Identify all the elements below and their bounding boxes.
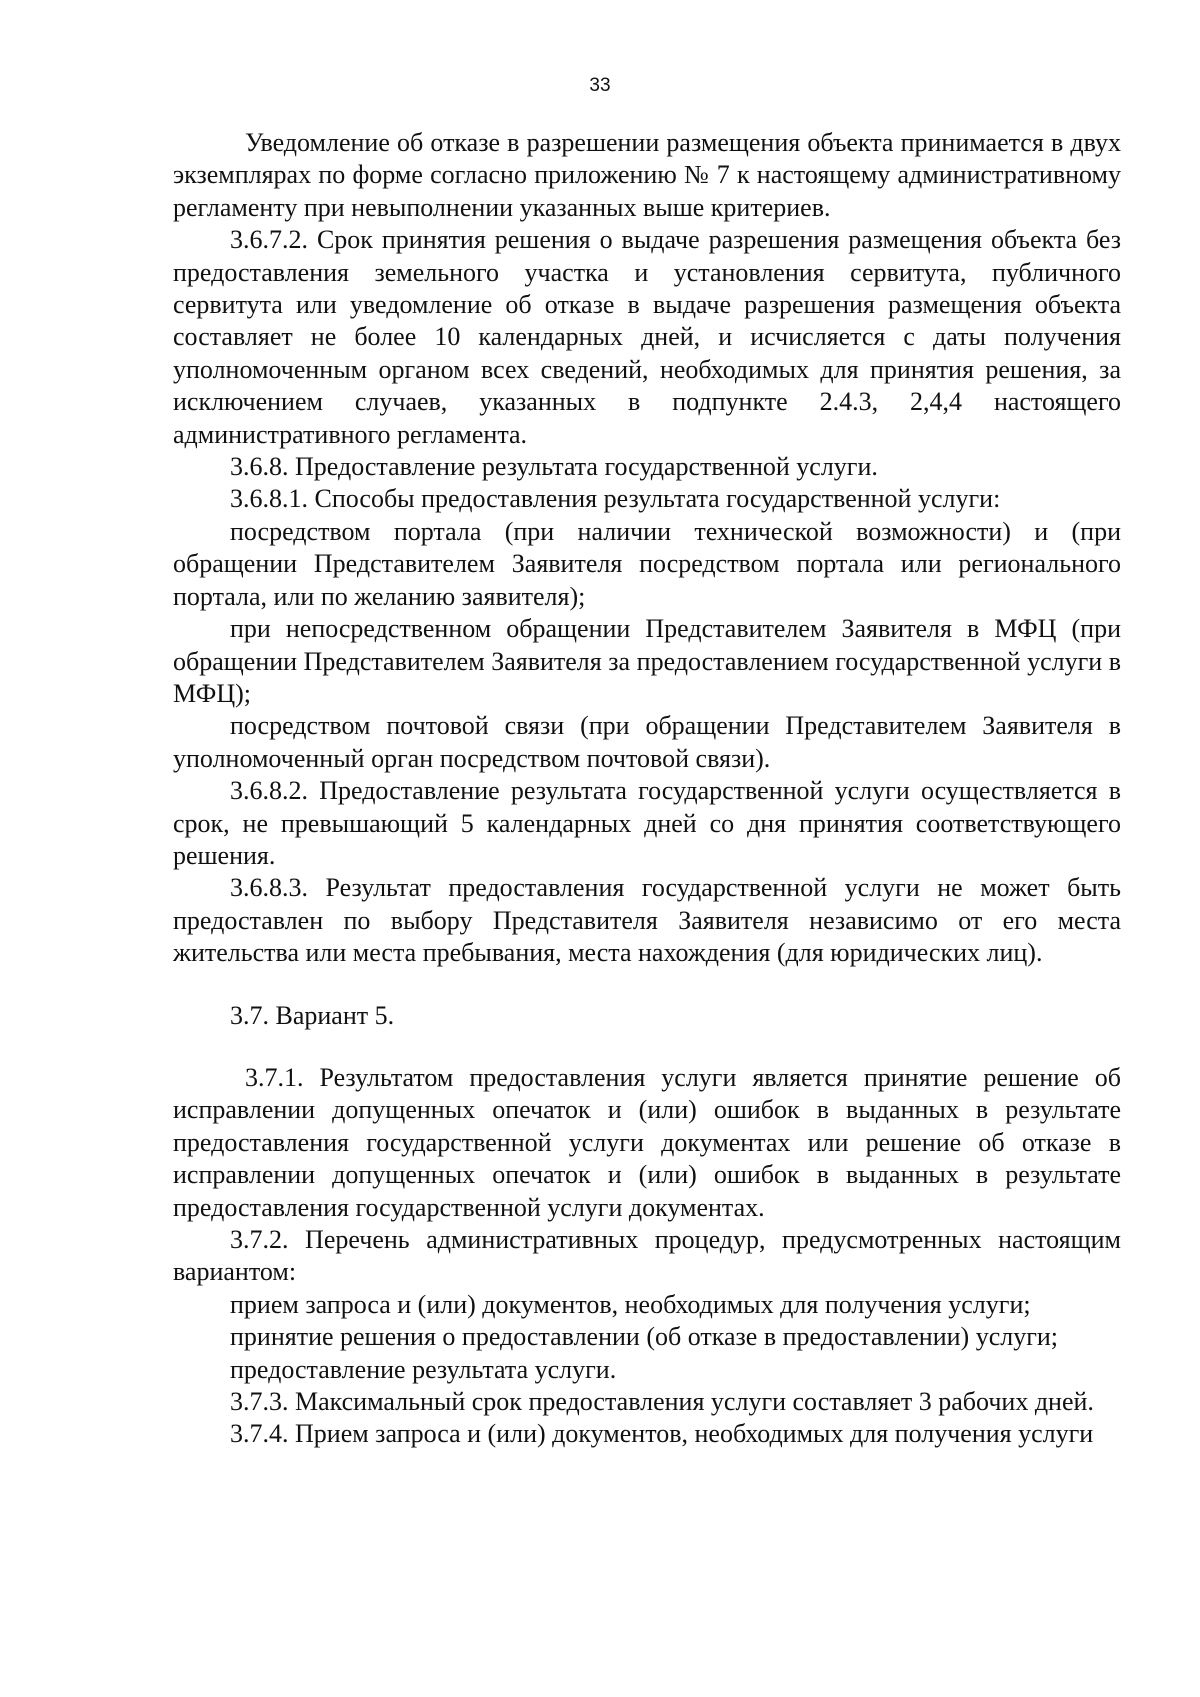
paragraph-3-6-8-1: 3.6.8.1. Способы предоставления результата государственной услуги: <box>230 484 1001 514</box>
paragraph-3-7-1: 3.7.1. Результатом предоставления услуги является принятие решение об исправлении допущенных опечаток и (или) ошибок в выданных в результате предоставления государственной услуги документах или решение об отказе в исправлении допущенных опечаток и (или) ошибок в выданных в результате предоставления государственной услуги документах. <box>173 1062 1121 1222</box>
list-item-result-provision: предоставление результата услуги. <box>230 1354 617 1384</box>
list-item-post: посредством почтовой связи (при обращении Представителем Заявителя в уполномоченный орган посредством почтовой связи). <box>173 711 1121 773</box>
list-item-mfc: при непосредственном обращении Представителем Заявителя в МФЦ (при обращении Представителем Заявителя за предоставлением государственной услуги в МФЦ); <box>173 614 1121 708</box>
section-heading-variant-5: 3.7. Вариант 5. <box>230 1000 395 1030</box>
paragraph-3-7-2: 3.7.2. Перечень административных процедур, предусмотренных настоящим вариантом: <box>173 1225 1121 1287</box>
document-body <box>173 127 1121 1451</box>
paragraph-3-6-8-3: 3.6.8.3. Результат предоставления государственной услуги не может быть предоставлен по выбору Представителя Заявителя независимо от его места жительства или места пребывания, места нахождения (для юридических лиц). <box>173 873 1121 968</box>
list-item-portal: посредством портала (при наличии технической возможности) и (при обращении Представителем Заявителя посредством портала или регионального портала, или по желанию заявителя); <box>173 516 1121 611</box>
paragraph-3-7-3: 3.7.3. Максимальный срок предоставления услуги составляет 3 рабочих дней. <box>230 1387 1094 1417</box>
page-number: 33 <box>589 75 611 96</box>
paragraph-3-6-7-2: 3.6.7.2. Срок принятия решения о выдаче разрешения размещения объекта без предоставления земельного участка и установления сервитута, публичного сервитута или уведомление об отказе в выдаче разрешения размещения объекта составляет не более 10 календарных дней, и исчисляется с даты получения уполномоченным органом всех сведений, необходимых для принятия решения, за исключением случаев, указанных в подпункте 2.4.3, 2,4,4 настоящего административного регламента. <box>173 225 1121 449</box>
paragraph-3-6-8: 3.6.8. Предоставление результата государственной услуги. <box>230 452 878 482</box>
paragraph-refusal-notice: Уведомление об отказе в разрешении размещения объекта принимается в двух экземплярах по форме согласно приложению № 7 к настоящему административному регламенту при невыполнении указанных выше критериев. <box>173 128 1121 222</box>
list-item-decision: принятие решения о предоставлении (об отказе в предоставлении) услуги; <box>230 1322 1059 1352</box>
paragraph-3-6-8-2: 3.6.8.2. Предоставление результата государственной услуги осуществляется в срок, не превышающий 5 календарных дней со дня принятия соответствующего решения. <box>173 776 1121 870</box>
list-item-request-intake: прием запроса и (или) документов, необходимых для получения услуги; <box>230 1289 1031 1319</box>
paragraph-3-7-4: 3.7.4. Прием запроса и (или) документов, необходимых для получения услуги <box>230 1419 1094 1449</box>
